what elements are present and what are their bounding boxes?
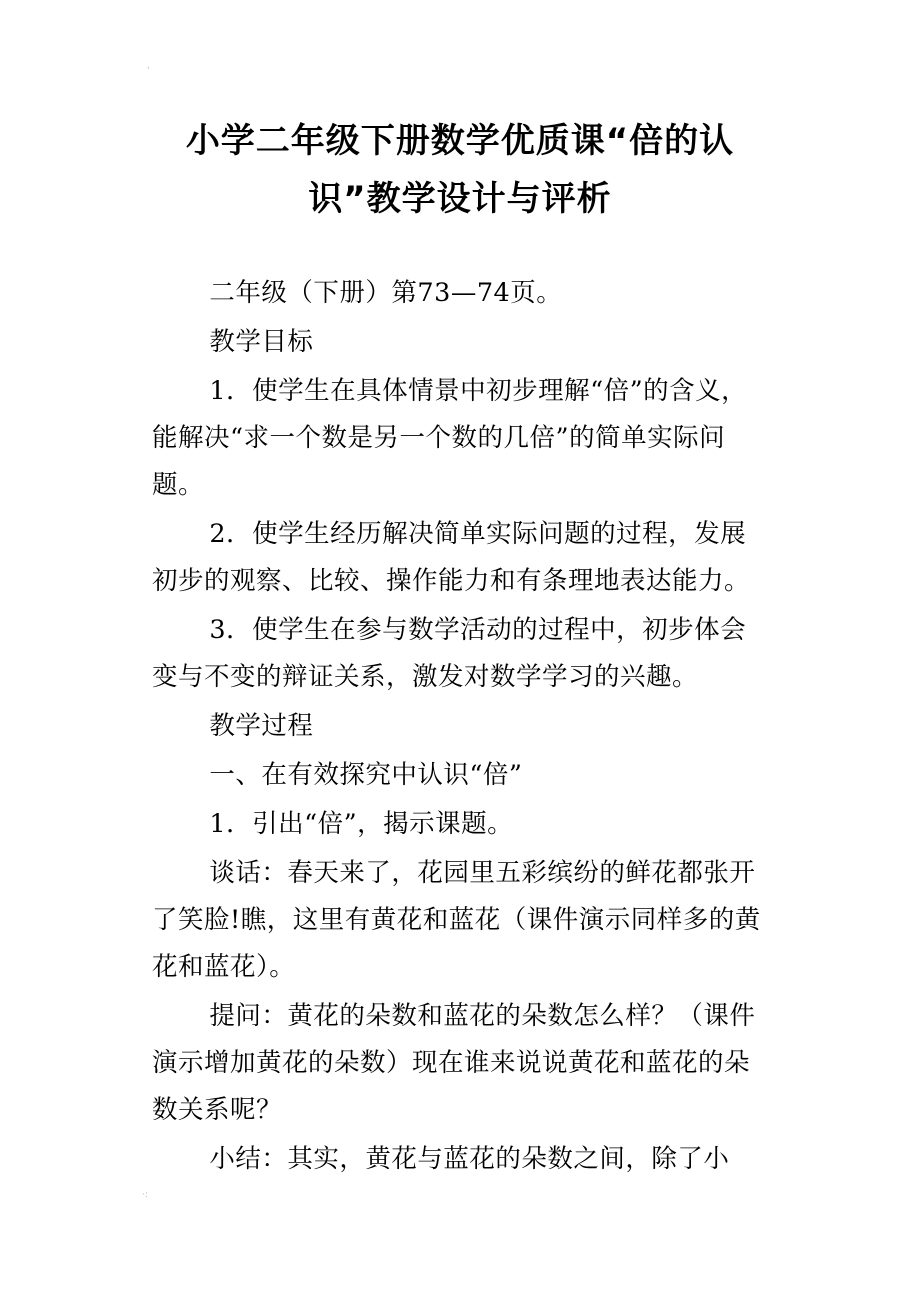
document-body xyxy=(152,270,772,1185)
paragraph-objective-2: 2．使学生经历解决简单实际问题的过程，发展初步的观察、比较、操作能力和有条理地表达能力。 xyxy=(152,519,751,596)
heading-teaching-objectives: 教学目标 xyxy=(209,327,314,357)
scan-mark-bottom: ·: xyxy=(142,1190,148,1200)
paragraph-objective-1: 1．使学生在具体情景中初步理解“倍”的含义，能解决“求一个数是另一个数的几倍”的简单实际问题。 xyxy=(152,376,748,500)
paragraph-page-reference: 二年级（下册）第73—74页。 xyxy=(209,278,563,308)
heading-step-1: 1．引出“倍”，揭示课题。 xyxy=(209,809,514,839)
heading-teaching-process: 教学过程 xyxy=(209,711,314,741)
document-title: 小学二年级下册数学优质课“倍的认识”教学设计与评析 xyxy=(185,121,735,219)
scan-mark-top: ' xyxy=(147,66,150,76)
paragraph-talk: 谈话：春天来了，花园里五彩缤纷的鲜花都张开了笑脸!瞧，这里有黄花和蓝花（课件演示同样多的黄花和蓝花）。 xyxy=(152,858,761,982)
paragraph-objective-3: 3．使学生在参与数学活动的过程中，初步体会变与不变的辩证关系，激发对数学学习的兴趣。 xyxy=(152,615,747,692)
paragraph-question: 提问：黄花的朵数和蓝花的朵数怎么样？（课件演示增加黄花的朵数）现在谁来说说黄花和蓝花的朵数关系呢？ xyxy=(152,1001,756,1125)
paragraph-summary: 小结：其实，黄花与蓝花的朵数之间，除了小 xyxy=(209,1144,730,1174)
heading-section-1: 一、在有效探究中认识“倍” xyxy=(209,760,523,790)
